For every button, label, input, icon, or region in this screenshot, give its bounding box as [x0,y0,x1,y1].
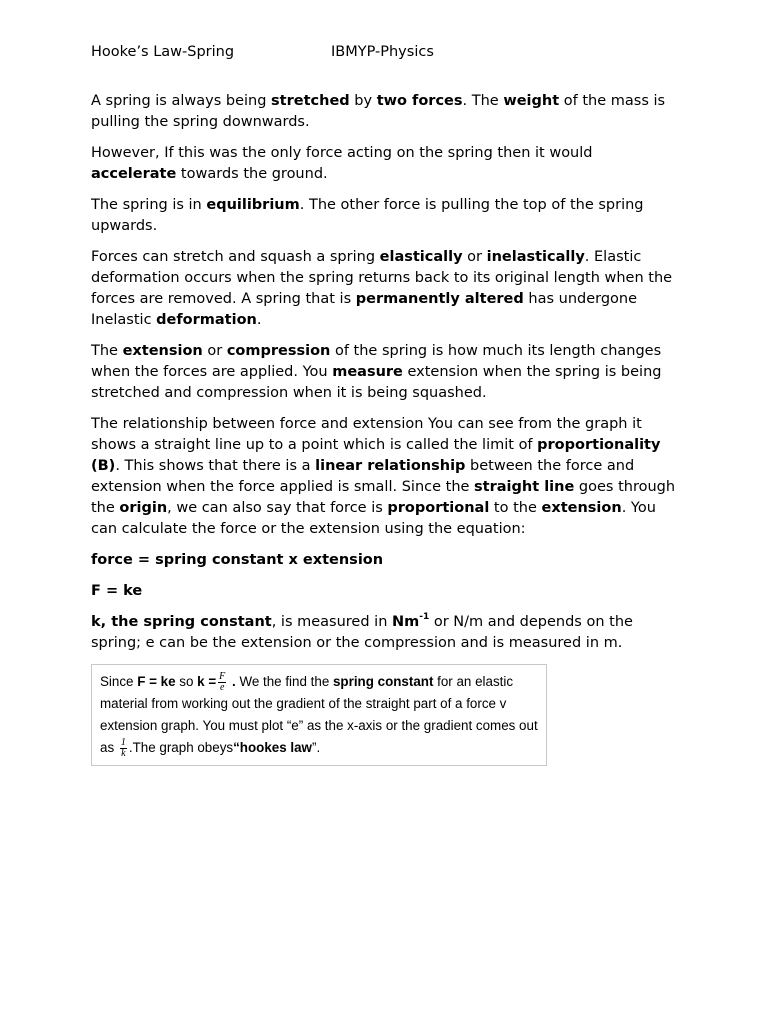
text: . [256,312,262,328]
bold-text: extension [541,500,622,516]
text: The relationship between force and extension You can see from the graph it shows a straight line up to a point which is called the limit of [91,416,642,453]
header-subject: IBMYP-Physics [331,44,434,60]
fraction-f-over-e [218,672,226,693]
bold-text: force = spring constant x extension [91,552,384,568]
bold-text: permanently altered [355,291,524,307]
bold-text: compression [226,343,331,359]
text: of the spring is how much its length changes when the forces are applied. You [91,343,662,380]
text: . The other force is pulling the top of the spring upwards. [91,197,644,234]
fraction-numerator: 1 [120,736,126,748]
text: The spring is in [91,197,207,213]
text: However, If this was the only force acting on the spring then it would [91,145,593,161]
text: We the find the [235,674,333,689]
bold-text: elastically [379,249,463,265]
bold-text: two forces [376,93,463,109]
text: . Elastic deformation occurs when the spring returns back to its original length when the forces are removed. A spring that is [91,249,673,307]
bold-text: . [228,674,236,689]
bold-text: straight line [474,479,575,495]
equation-words [91,550,681,571]
text: or N/m and depends on the spring; e can be the extension or the compression and is measured in m. [91,614,633,651]
fraction-one-over-k [120,738,127,759]
paragraph-deformation [91,247,681,331]
bold-text: deformation [156,312,257,328]
bold-text: equilibrium [206,197,300,213]
text: goes through the [91,479,676,516]
text: Forces can stretch and squash a spring [91,249,380,265]
text: of the mass is pulling the spring downwards. [91,93,666,130]
bold-text: weight [503,93,560,109]
bold-text: origin [119,500,168,516]
fraction-denominator: e [219,681,225,693]
text: . The [462,93,504,109]
bold-text: proportional [387,500,490,516]
text: towards the ground. [176,166,328,182]
bold-text: k, the spring constant [91,614,272,630]
text: . This shows that there is a [115,458,316,474]
header-title: Hooke’s Law-Spring [91,44,235,60]
text: A spring is always being [91,93,272,109]
bold-text: “hookes law [233,740,312,755]
bold-text: accelerate [91,166,177,182]
page-header [91,44,681,64]
paragraph-extension [91,341,681,404]
bold-text: measure [332,364,403,380]
text: , is measured in [271,614,392,630]
text: , we can also say that force is [167,500,388,516]
bold-text: proportionality (B) [91,437,661,474]
bold-text: Nm [392,614,420,630]
bold-text: inelastically [486,249,585,265]
paragraph-relationship [91,414,681,540]
bold-text: stretched [271,93,350,109]
paragraph-accelerate [91,143,681,185]
text: between the force and extension when the force applied is small. Since the [91,458,635,495]
info-box [91,664,547,766]
text: or [462,249,487,265]
bold-text: extension [122,343,203,359]
text: for an elastic material from working out the gradient of the straight part of a force v extension graph. You must plot “e” as the x-axis or the gradient comes out as [100,674,538,755]
fraction-numerator: F [219,670,226,682]
text: or [202,343,227,359]
text: The [91,343,123,359]
text: ”. [311,740,321,755]
text: .The graph obeys [128,740,234,755]
text: . You can calculate the force or the extension using the equation: [91,500,656,537]
bold-text: F = ke [91,583,143,599]
fraction-denominator: k [121,747,126,759]
paragraph-spring-constant [91,612,681,654]
text: has undergone Inelastic [91,291,638,328]
superscript: -1 [419,612,430,623]
paragraph-equilibrium [91,195,681,237]
bold-text: k = [197,674,217,689]
document-page [91,44,681,766]
text: extension when the spring is being stretched and compression when it is being squashed. [91,364,662,401]
equation-symbols [91,581,681,602]
bold-text: linear relationship [315,458,466,474]
bold-text: spring constant [332,674,434,689]
bold-text: F = ke [137,674,176,689]
text: Since [100,674,138,689]
text: so [175,674,198,689]
paragraph-stretched [91,91,681,133]
text: by [349,93,377,109]
text: to the [489,500,542,516]
